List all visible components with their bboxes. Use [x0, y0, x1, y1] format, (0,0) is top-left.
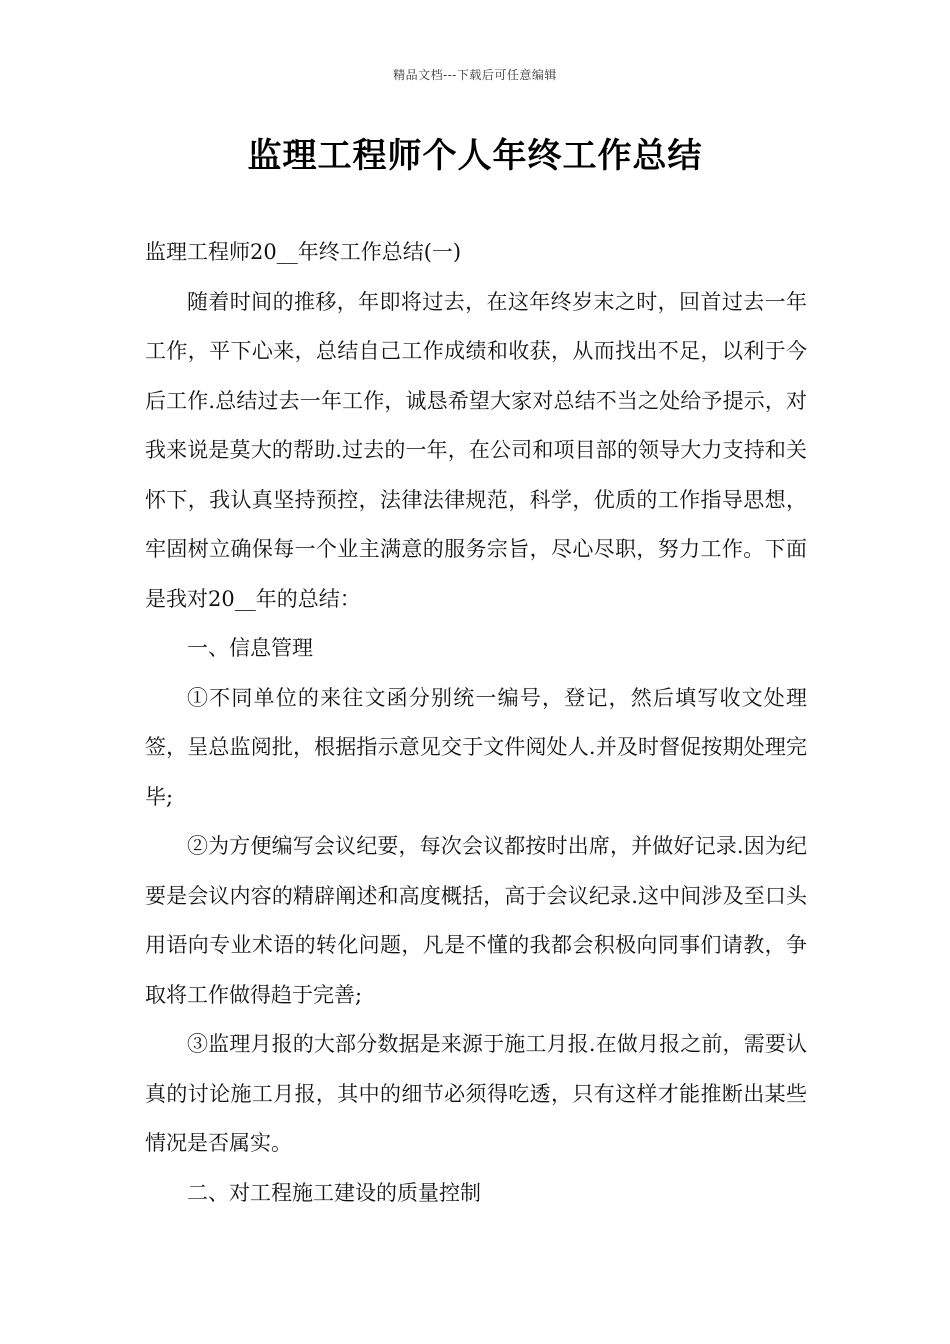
document-title: 监理工程师个人年终工作总结	[247, 136, 703, 176]
heading-info-management: 一、信息管理	[187, 636, 313, 660]
paragraph-intro: 随着时间的推移，年即将过去，在这年终岁末之时，回首过去一年工作，平下心来，总结自己工作成绩和收获，从而找出不足，以利于今后工作.总结过去一年工作，诚恳希望大家对总结不当之处给予提示，对我来说是莫大的帮助.过去的一年，在公司和项目部的领导大力支持和关怀下，我认真坚持预控，法律法律规范，科学，优质的工作指导思想，牢固树立确保每一个业主满意的服务宗旨，尽心尽职，努力工作。下面是我对20__年的总结：	[145, 289, 807, 611]
paragraph-item-2: ②为方便编写会议纪要，每次会议都按时出席，并做好记录.因为纪要是会议内容的精辟阐述和高度概括，高于会议纪录.这中间涉及至口头用语向专业术语的转化问题，凡是不懂的我都会积极向同事们请教，争取将工作做得趋于完善;	[145, 834, 807, 1007]
document-body	[145, 228, 807, 1218]
section-subtitle: 监理工程师20__年终工作总结(一)	[145, 240, 462, 264]
paragraph-item-1: ①不同单位的来往文函分别统一编号，登记，然后填写收文处理签，呈总监阅批，根据指示意见交于文件阅处人.并及时督促按期处理完毕;	[145, 685, 807, 809]
header-note: 精品文档---下载后可任意编辑	[393, 68, 557, 82]
paragraph-item-3: ③监理月报的大部分数据是来源于施工月报.在做月报之前，需要认真的讨论施工月报，其中的细节必须得吃透，只有这样才能推断出某些情况是否属实。	[145, 1032, 807, 1155]
heading-quality-control: 二、对工程施工建设的质量控制	[187, 1180, 481, 1205]
